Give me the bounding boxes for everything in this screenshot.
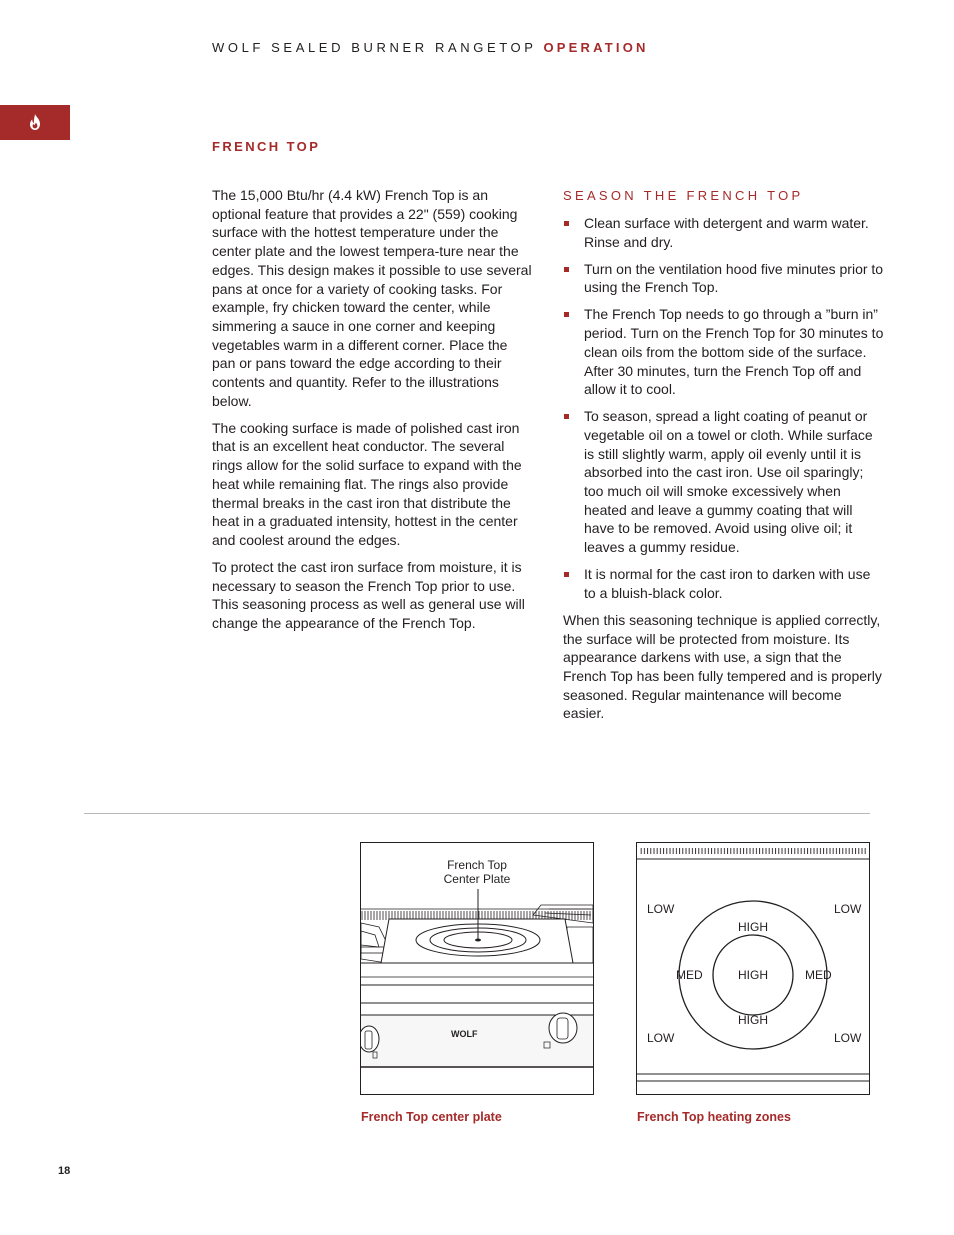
header-section: OPERATION [543,40,649,55]
list-item: To season, spread a light coating of peanut or vegetable oil on a towel or cloth. While surface is still slightly warm, apply oil evenly until it is absorbed into the cast iron. Use oil sparingly; too much oil will smoke excessively when heated and leave a gummy coating that will have to be removed. Avoid using olive oil; it leaves a gummy residue. [563,407,885,557]
list-item: The French Top needs to go through a ”burn in” period. Turn on the French Top for 30 minutes to clean oils from the bottom side of the surface. After 30 minutes, turn the French Top off and allow it to cool. [563,305,885,399]
flame-icon [28,113,42,131]
paragraph: The 15,000 Btu/hr (4.4 kW) French Top is an optional feature that provides a 22" (559) cooking surface with the hottest temperature under the center plate and the lowest tempera-ture near the edges. This design makes it possible to use several pans at once for a variety of cooking tasks. For example, fry chicken toward the center, while simmering a sauce in one corner and keeping vegetables warm in a different corner. Place the pan or pans toward the edge according to their contents and quantity. Refer to the illustrations below. [212,187,532,409]
zone-label-low: LOW [647,902,675,916]
figure-caption: French Top heating zones [637,1110,791,1124]
zone-label-med: MED [805,968,832,982]
list-item: It is normal for the cast iron to darken with use to a bluish-black color. [563,565,885,602]
page-number: 18 [58,1165,71,1177]
paragraph: To protect the cast iron surface from moisture, it is necessary to season the French Top prior to use. This seasoning process as well as general use will change the appearance of the French Top. [212,558,525,632]
right-column [563,188,885,731]
bullet-list [563,214,885,603]
section-tab [0,105,70,140]
zone-label-high: HIGH [738,1013,768,1027]
center-plate-label: French Top Center Plate [443,858,511,886]
figure-center-plate [360,842,594,1095]
section-title: FRENCH TOP [212,139,321,154]
zone-label-low: LOW [834,902,862,916]
header-title: WOLF SEALED BURNER RANGETOP [212,40,537,55]
brand-logo: WOLF [451,1029,478,1039]
subsection-title: SEASON THE FRENCH TOP [563,188,804,203]
figure-heating-zones [636,842,870,1095]
zone-label-med: MED [676,968,703,982]
left-column [212,186,534,641]
paragraph: The cooking surface is made of polished cast iron that is an excellent heat conductor. The several rings allow for the solid surface to expand with the heat while remaining flat. The rings also provide thermal breaks in the cast iron that distribute the heat in a graduated intensity, hottest in the center and coolest around the edges. [212,419,522,548]
list-item: Clean surface with detergent and warm water. Rinse and dry. [563,214,885,251]
zone-label-low: LOW [647,1031,675,1045]
zone-label-high: HIGH [738,968,768,982]
zone-label-high: HIGH [738,920,768,934]
divider [84,813,870,814]
figure-caption: French Top center plate [361,1110,502,1124]
zone-label-low: LOW [834,1031,862,1045]
running-header [212,40,649,55]
closing-paragraph: When this seasoning technique is applied correctly, the surface will be protected from moisture. Its appearance darkens with use, a sign that the French Top has been fully tempered and is properly seasoned. Regular maintenance will become easier. [563,611,882,722]
list-item: Turn on the ventilation hood five minutes prior to using the French Top. [563,260,885,297]
